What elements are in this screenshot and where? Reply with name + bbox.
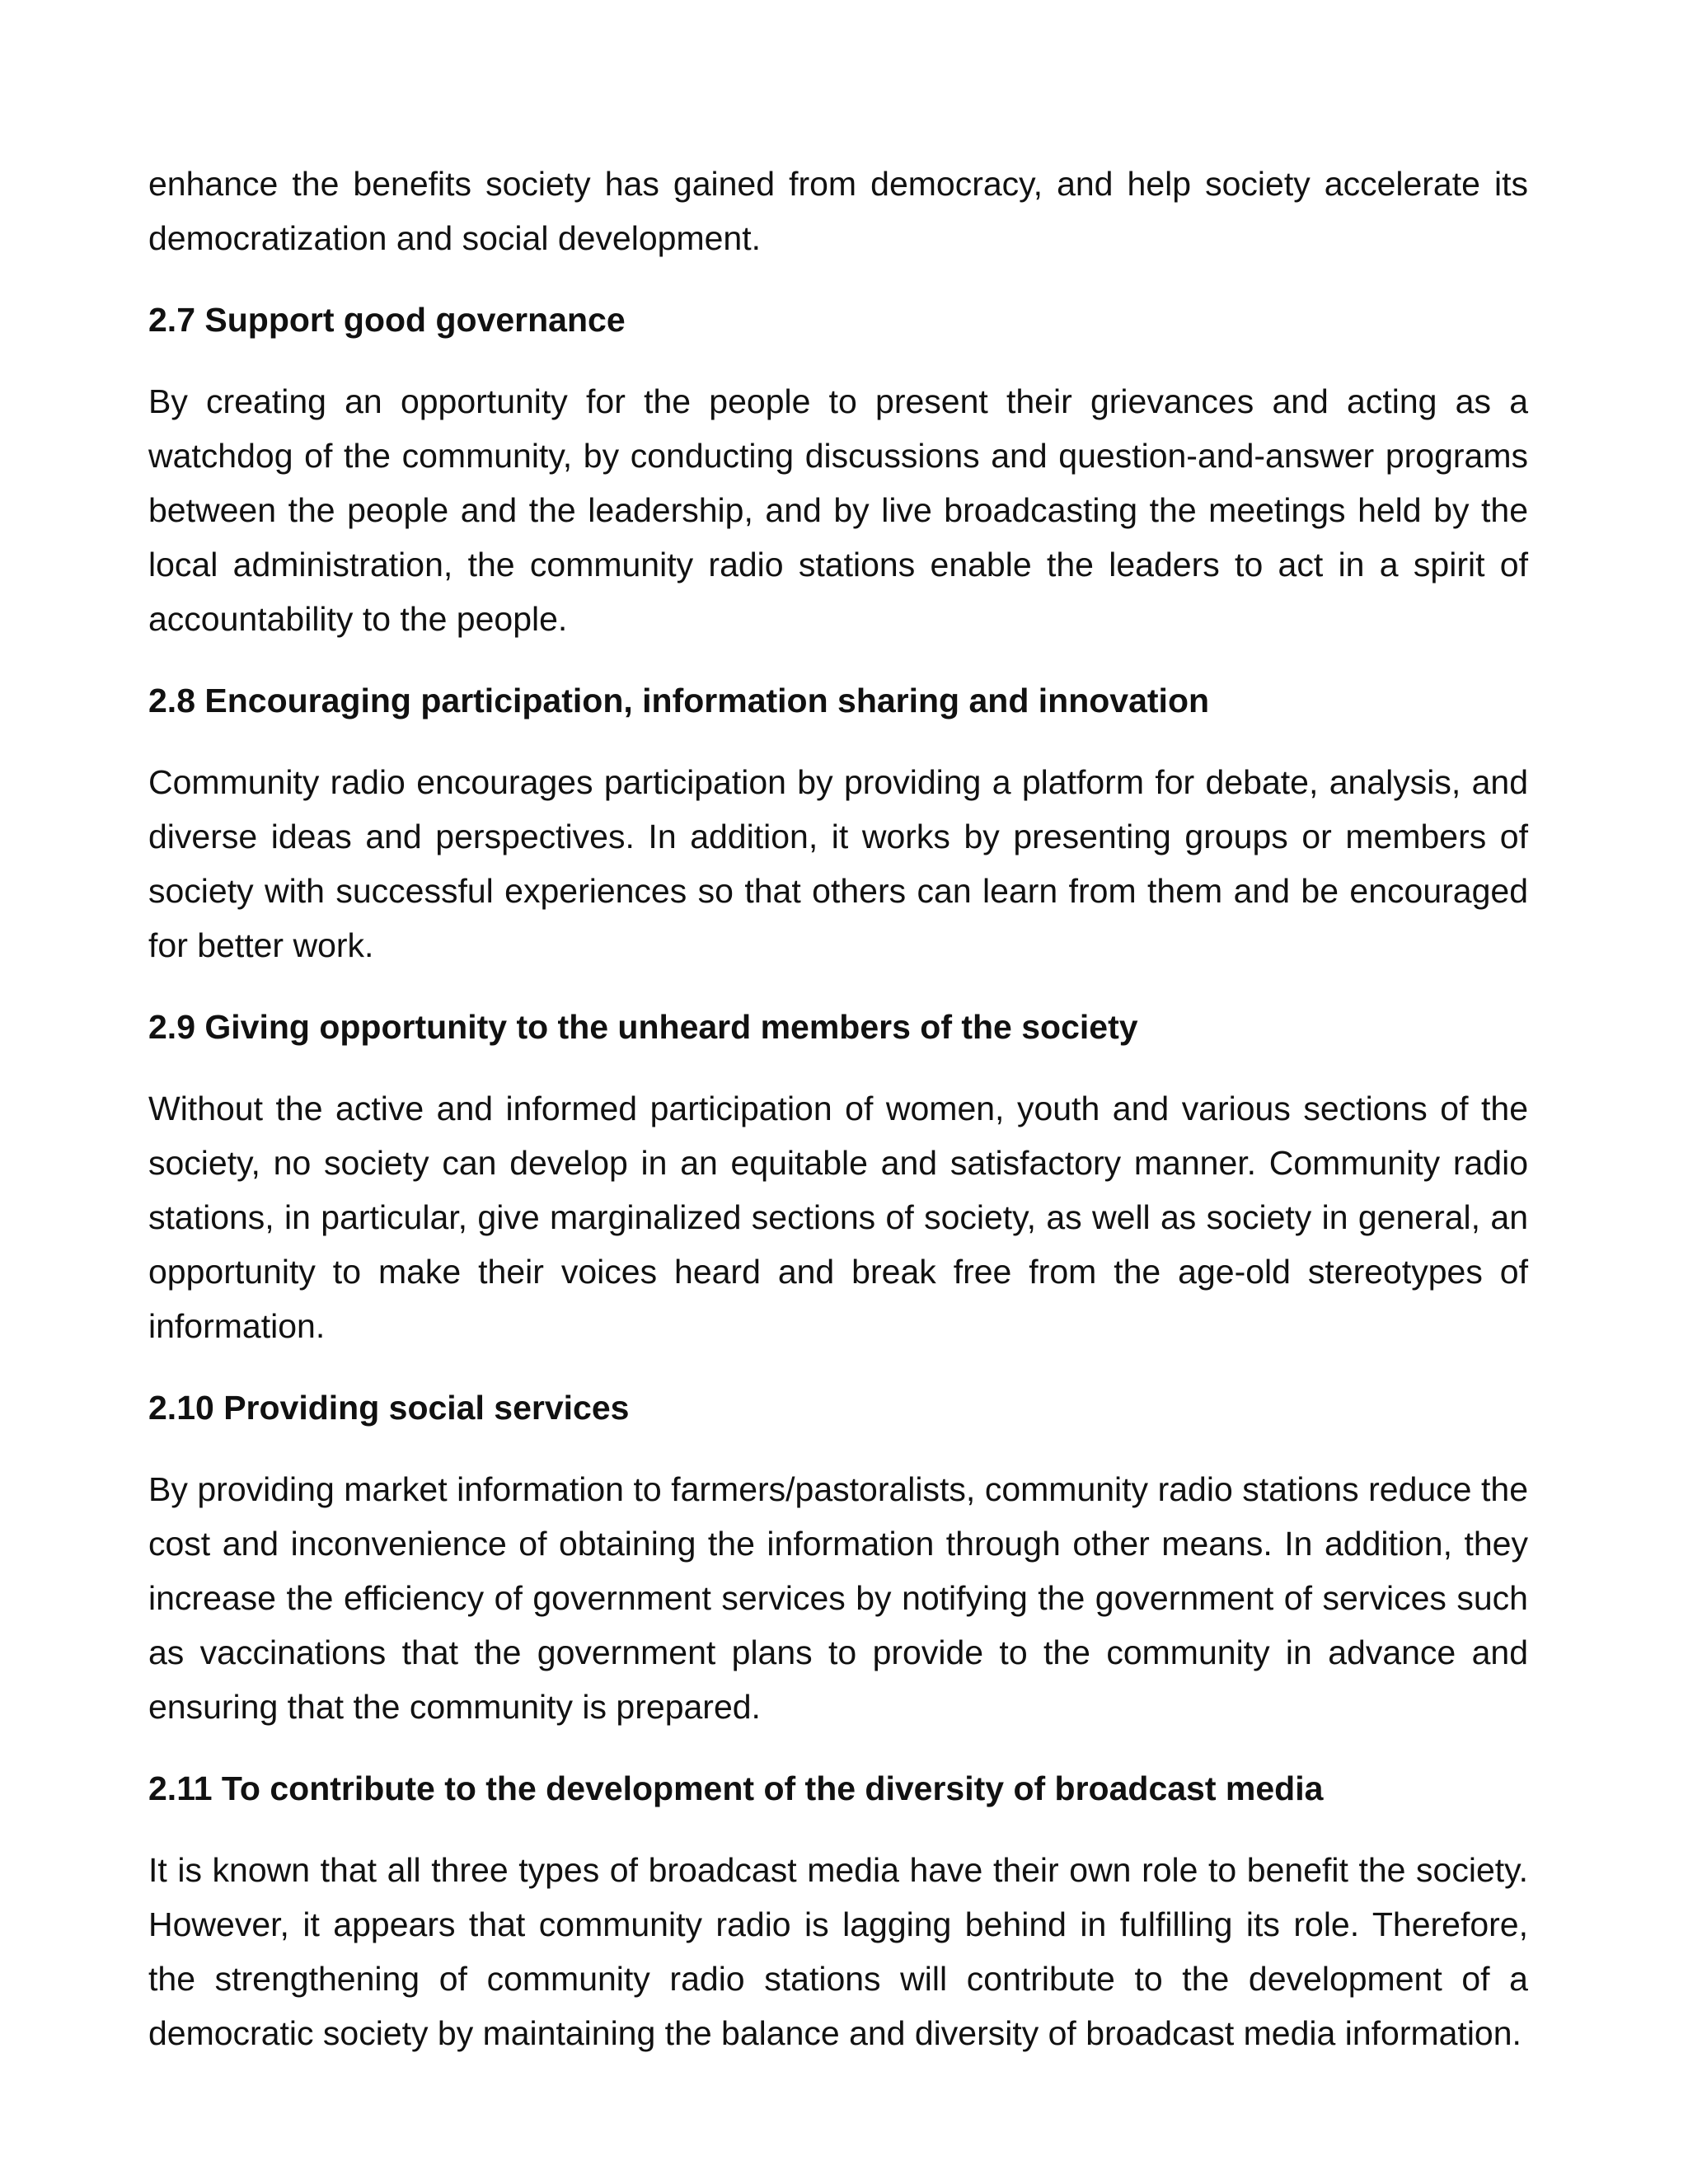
section-heading: 2.7 Support good governance — [148, 301, 626, 339]
section-heading: 2.11 To contribute to the development of the diversity of broadcast media — [148, 1769, 1324, 1807]
section-heading: 2.10 Providing social services — [148, 1389, 630, 1427]
page-content — [148, 157, 1528, 2088]
section-body: It is known that all three types of broadcast media have their own role to benefit the society. However, it appears that community radio is lagging behind in fulfilling its role. Therefore, the strengthening of community radio stations will contribute to the development of a democratic society by maintaining the balance and diversity of broadcast media information. — [148, 1851, 1528, 2052]
section-2-9 — [148, 1000, 1528, 1353]
section-body: By creating an opportunity for the people to present their grievances and acting as a watchdog of the community, by conducting discussions and question-and-answer programs between the people and the leadership, and by live broadcasting the meetings held by the local administration, the community radio stations enable the leaders to act in a spirit of accountability to the people. — [148, 382, 1528, 638]
section-2-8 — [148, 673, 1528, 972]
section-heading: 2.8 Encouraging participation, information sharing and innovation — [148, 682, 1210, 719]
section-body: Without the active and informed participation of women, youth and various sections of the society, no society can develop in an equitable and satisfactory manner. Community radio stations, in particular, give marginalized sections of society, as well as society in general, an opportunity to make their voices heard and break free from the age-old stereotypes of information. — [148, 1090, 1528, 1345]
section-body: By providing market information to farmers/pastoralists, community radio stations reduce the cost and inconvenience of obtaining the information through other means. In addition, they increase the efficiency of government services by notifying the government of services such as vaccinations that the government plans to provide to the community in advance and ensuring that the community is prepared. — [148, 1470, 1528, 1726]
intro-paragraph: enhance the benefits society has gained from democracy, and help society accelerate its democratization and social development. — [148, 165, 1528, 257]
section-2-11 — [148, 1761, 1528, 2060]
section-2-7 — [148, 293, 1528, 646]
section-2-10 — [148, 1380, 1528, 1734]
section-heading: 2.9 Giving opportunity to the unheard members of the society — [148, 1008, 1138, 1046]
section-body: Community radio encourages participation by providing a platform for debate, analysis, and diverse ideas and perspectives. In addition, it works by presenting groups or members of society with successful experiences so that others can learn from them and be encouraged for better work. — [148, 763, 1528, 964]
